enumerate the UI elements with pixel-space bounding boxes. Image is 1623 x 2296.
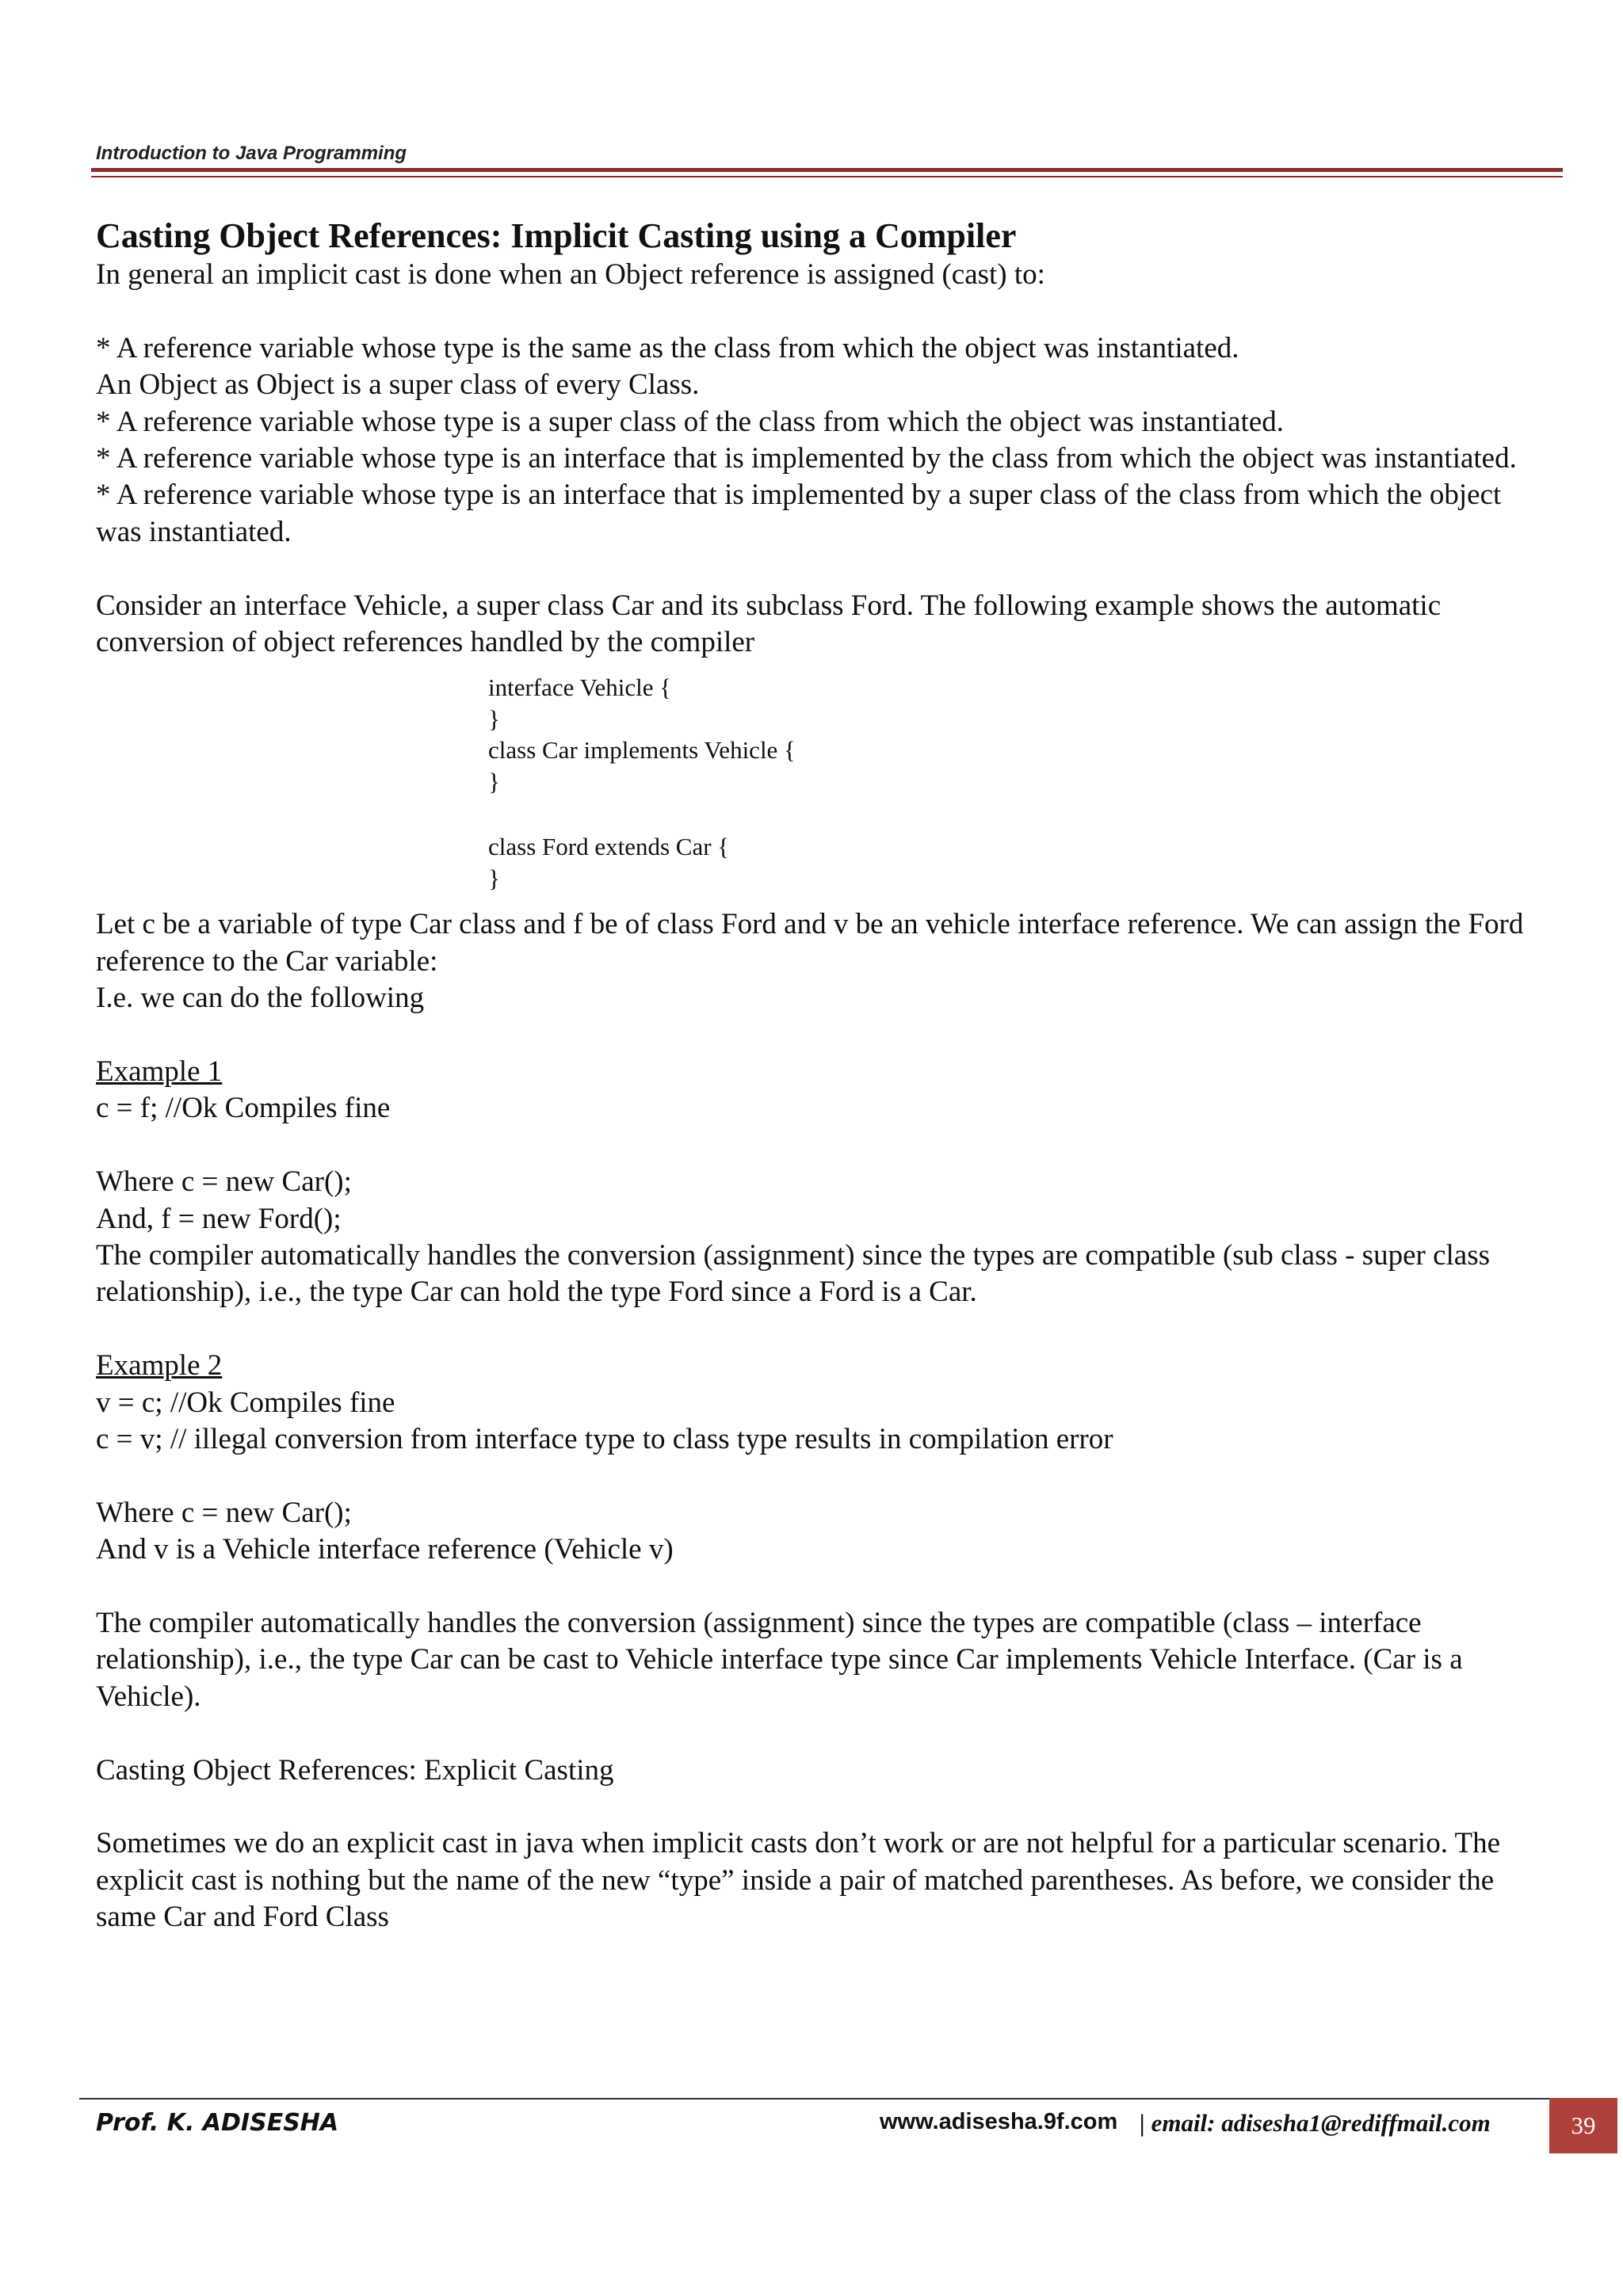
footer-website-link[interactable]: www.adisesha.9f.com [880,2109,1118,2134]
footer-rule [79,2098,1549,2100]
explicit-casting-paragraph: Sometimes we do an explicit cast in java when implicit casts don’t work or are not helpful for a particular scenario. The explicit cast is nothing but the name of the new “type” inside a pair of matched parentheses. As before, we consider the same Car and Ford Class [96,1827,1501,1934]
code-line: class Ford extends Car { [488,833,730,861]
example-2-and: And v is a Vehicle interface reference (Vehicle v) [96,1533,674,1566]
let-paragraph-2: I.e. we can do the following [96,982,425,1015]
bullet-4: * A reference variable whose type is an interface that is implemented by a super class of the class from which the object was instantiated. [96,479,1502,548]
example-1-title: Example 1 [96,1055,223,1089]
code-line: class Car implements Vehicle { [488,736,796,765]
code-line: } [488,864,500,892]
intro-paragraph: In general an implicit cast is done when an Object reference is assigned (cast) to: [96,258,1045,291]
code-block [488,672,1554,894]
code-line: interface Vehicle { [488,673,672,702]
header-rule [91,168,1563,177]
section-heading: Casting Object References: Implicit Casting using a Compiler [96,216,1017,255]
footer-email[interactable]: | email: adisesha1@rediffmail.com [1140,2109,1491,2137]
example-2-where: Where c = new Car(); [96,1496,352,1529]
footer-author: Prof. K. ADISESHA [96,2109,339,2137]
code-line: } [488,704,500,733]
bullet-1-note: An Object as Object is a super class of every Class. [96,368,700,402]
example-2-explanation: The compiler automatically handles the conversion (assignment) since the types are compatible (class – interface relationship), i.e., the type Car can be cast to Vehicle interface type since Car implements Vehicle Interface. (Car is a Vehicle). [96,1607,1463,1713]
example-1-explanation: The compiler automatically handles the conversion (assignment) since the types are compatible (sub class - super class relationship), i.e., the type Car can hold the type Ford since a Ford is a Car. [96,1239,1490,1309]
bullet-2: * A reference variable whose type is a super class of the class from which the object was instantiated. [96,405,1285,438]
bullet-3: * A reference variable whose type is an interface that is implemented by the class from which the object was instantiated. [96,442,1517,475]
example-1-where: Where c = new Car(); [96,1165,352,1199]
example-2-title: Example 2 [96,1349,223,1383]
code-line: } [488,767,500,795]
let-paragraph: Let c be a variable of type Car class and f be of class Ford and v be an vehicle interface reference. We can assign the Ford reference to the Car variable: [96,908,1524,978]
page-number-badge: 39 [1549,2098,1617,2153]
example-1-and: And, f = new Ford(); [96,1202,342,1235]
bullet-1: * A reference variable whose type is the same as the class from which the object was instantiated. [96,331,1239,364]
consider-paragraph: Consider an interface Vehicle, a super class Car and its subclass Ford. The following example shows the automatic conversion of object references handled by the compiler [96,589,1442,659]
explicit-casting-title: Casting Object References: Explicit Casting [96,1753,614,1787]
example-1-line: c = f; //Ok Compiles fine [96,1092,391,1125]
page-body [96,215,1554,1936]
example-2-line-1: v = c; //Ok Compiles fine [96,1386,395,1419]
example-2-line-2: c = v; // illegal conversion from interface type to class type results in compilation error [96,1423,1113,1456]
running-header: Introduction to Java Programming [96,143,407,164]
